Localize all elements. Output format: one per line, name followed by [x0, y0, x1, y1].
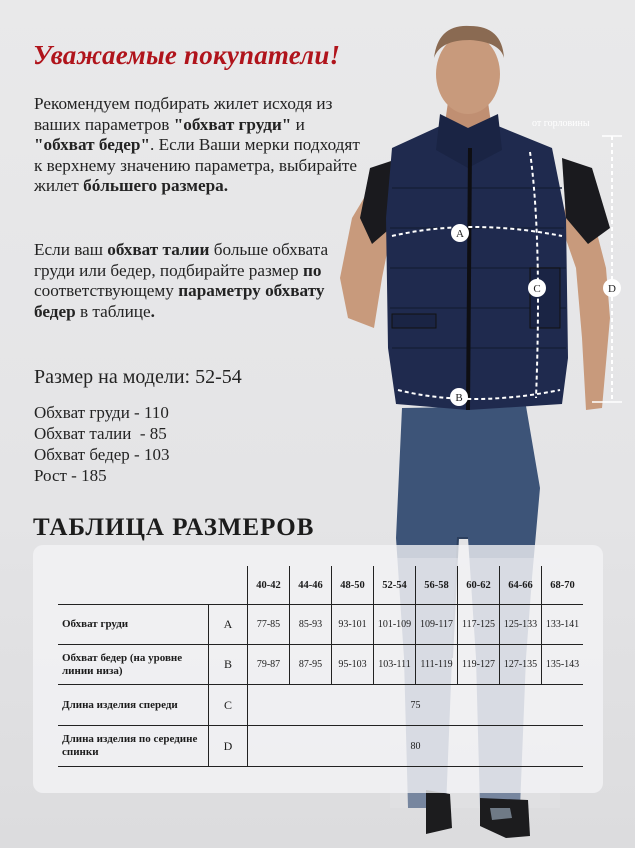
model-size: Размер на модели: 52-54 [34, 366, 242, 388]
row-label: Обхват груди [58, 605, 209, 645]
row-letter: A [209, 605, 248, 645]
table-cell: 103-111 [374, 645, 416, 685]
table-cell-merged: 80 [248, 726, 584, 767]
measurement-hips: Обхват бедер - 103 [34, 445, 170, 464]
row-letter: C [209, 685, 248, 726]
size-header: 68-70 [550, 579, 575, 591]
table-cell: 127-135 [500, 645, 542, 685]
svg-text:D: D [608, 283, 616, 295]
row-letter: D [209, 726, 248, 767]
table-cell: 117-125 [458, 605, 500, 645]
size-header: 40-42 [248, 566, 290, 605]
size-header: 60-62 [458, 566, 500, 605]
table-header-row [58, 566, 583, 605]
table-row-chest [58, 605, 583, 645]
table-cell: 133-141 [542, 605, 584, 645]
table-cell: 77-85 [248, 605, 290, 645]
size-header: 56-58 [416, 566, 458, 605]
table-cell: 79-87 [248, 645, 290, 685]
svg-text:A: A [456, 228, 464, 240]
header-empty-letter [209, 566, 248, 605]
neck-label: от горловины [532, 118, 590, 129]
model-measurements [34, 402, 169, 486]
measurement-waist: Обхват талии - 85 [34, 424, 167, 443]
row-letter: B [209, 645, 248, 685]
size-table [58, 566, 583, 767]
table-row-back-length [58, 726, 583, 767]
table-cell-merged: 75 [248, 685, 584, 726]
table-cell: 101-109 [374, 605, 416, 645]
marker-b [450, 388, 468, 406]
row-label: Длина изделия спереди [58, 685, 209, 726]
table-cell: 125-133 [500, 605, 542, 645]
size-header: 44-46 [290, 566, 332, 605]
header-empty-label [58, 566, 209, 605]
svg-text:C: C [533, 283, 541, 295]
size-header: 64-66 [500, 566, 542, 605]
table-cell: 87-95 [290, 645, 332, 685]
table-title: ТАБЛИЦА РАЗМЕРОВ [33, 514, 315, 541]
row-label: Обхват бедер (на уровне линии низа) [58, 645, 209, 685]
marker-c [528, 279, 546, 297]
table-cell: 85-93 [290, 605, 332, 645]
measurement-chest: Обхват груди - 110 [34, 403, 169, 422]
headline: Уважаемые покупатели! [33, 40, 341, 70]
table-row-hips [58, 645, 583, 685]
row-label: Длина изделия по середине спинки [58, 726, 209, 767]
size-header: 48-50 [332, 566, 374, 605]
table-cell: 109-117 [416, 605, 458, 645]
marker-d [603, 279, 621, 297]
recommendation-paragraph: Рекомендуем подбирать жилет исходя из ваших параметров "обхват груди" и "обхват бедер". Если Ваши мерки подходят к верхнему значению параметра, выбирайте жилет бóльшего размера. [34, 94, 360, 195]
table-cell: 93-101 [332, 605, 374, 645]
measurement-height: Рост - 185 [34, 466, 107, 485]
waist-advice-paragraph: Если ваш обхват талии больше обхвата груди или бедер, подбирайте размер по соответствующему параметру обхвату бедер в таблице. [34, 240, 329, 321]
table-cell: 95-103 [332, 645, 374, 685]
marker-a [451, 224, 469, 242]
table-row-front-length [58, 685, 583, 726]
svg-text:B: B [455, 392, 463, 404]
table-cell: 135-143 [542, 645, 584, 685]
table-cell: 111-119 [416, 645, 458, 685]
size-header: 52-54 [374, 566, 416, 605]
table-cell: 119-127 [458, 645, 500, 685]
